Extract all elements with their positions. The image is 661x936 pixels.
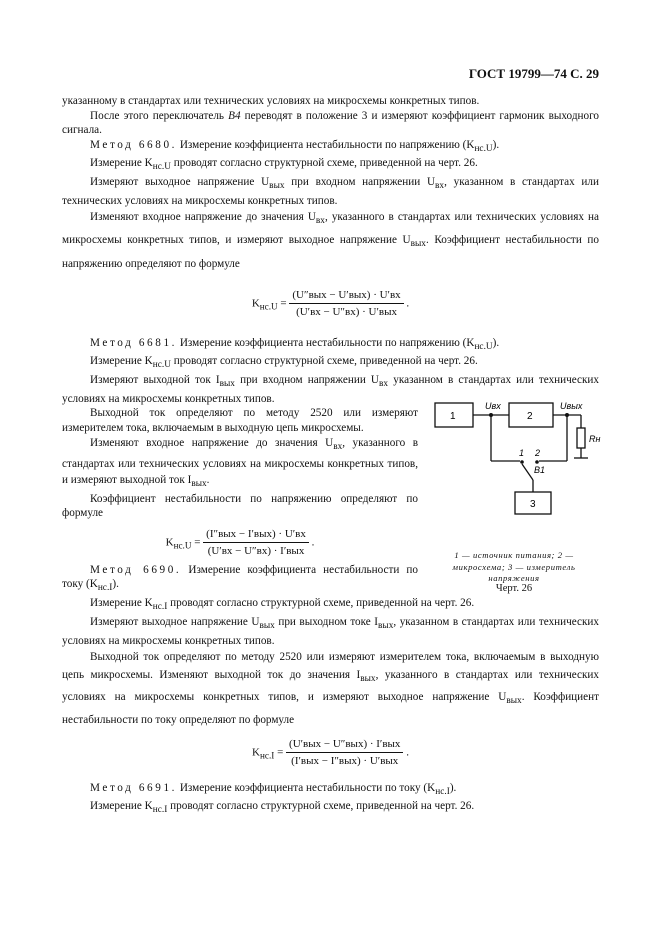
node-input: [489, 413, 493, 417]
switch-contact-1: [520, 460, 524, 464]
switch-pos-label: 1: [519, 448, 525, 458]
block-label: 3: [530, 499, 536, 510]
load-resistor: [577, 428, 585, 448]
block-label: 2: [527, 411, 533, 422]
page-header: ГОСТ 19799—74 С. 29: [468, 66, 599, 81]
circuit-svg: [433, 398, 603, 518]
switch-contact-2: [535, 460, 539, 464]
paragraph: После этого переключатель В4 переводят в положение 3 и измеряют коэффициент гармоник выходного сигнала.: [62, 109, 599, 136]
method-6680-heading: Метод 6680. Измерение коэффициента нестабильности по напряжению $(K_{нс.U})$.: [90, 138, 500, 154]
node-output: [565, 413, 569, 417]
paragraph: Измеряют выходной ток $I_{вых}$ при входном напряжении $U_{вх}$ указанном в стандартах или технических условиях на микросхемы конкретных типов.: [62, 374, 599, 405]
paragraph: Изменяют входное напряжение до значения $U_{вх}$, указанного в стандартах или технических условиях на микросхемы конкретных типов, и измеряют выходное напряжение $U_{вых}$. Коэффициент нестабильности по напряжению определяют по формуле: [62, 211, 599, 270]
switch-label: В1: [534, 465, 546, 475]
figure-number: Черт. 26: [495, 583, 533, 594]
method-6681-heading: Метод 6681. Измерение коэффициента нестабильности по напряжению $(K_{нс.U})$.: [90, 336, 500, 352]
output-voltage-label: Uвых: [560, 401, 583, 411]
formula-3: $K_{нс.I}$ = $\frac{\text{(U′вых − U″вых) · I′вых}}{\text{(I′вых − I″вых) · U′вых}}$ .: [252, 737, 409, 768]
formula-1: $K_{нс.U}$ = $\frac{\text{(U″вых − U′вых) · U′вх}}{\text{(U′вх − U″вх) · U′вых}}$ .: [251, 288, 410, 319]
input-voltage-label: Uвх: [485, 401, 501, 411]
circuit-diagram: [433, 398, 603, 518]
block-label: 1: [450, 411, 456, 422]
paragraph: Измерение $K_{нс.U}$ проводят согласно структурной схеме, приведенной на черт. 26.: [90, 157, 478, 173]
figure-caption: 1 — источник питания; 2 — микросхема; 3 — измеритель напряжения: [452, 550, 576, 583]
paragraph: Измеряют выходное напряжение $U_{вых}$ при выходном токе $I_{вых}$, указанном в стандартах или технических условиях на микросхемы конкретных типов.: [62, 615, 599, 647]
paragraph: Выходной ток определяют по методу 2520 или измеряют измерителем тока, включаемым в выходную цепь микросхемы. Изменяют выходной ток до значения $I_{вых}$, указанного в стандартах или технических условиях на микросхемы конкретных типов, и измеряют выходное напряжение $U_{вых}$. Коэффициент нестабильности по току определяют по формуле: [62, 651, 599, 726]
paragraph: Коэффициент нестабильности по напряжению определяют по формуле: [62, 492, 418, 520]
paragraph: Выходной ток определяют по методу 2520 или измеряют измерителем тока, включаемым в выходную цепь микросхемы.: [62, 407, 418, 434]
paragraph: Измерение $K_{нс.I}$ проводят согласно структурной схеме, приведенной на черт. 26.: [90, 597, 475, 613]
paragraph: указанному в стандартах или технических условиях на микросхемы конкретных типов.: [62, 95, 480, 107]
switch-pos-label: 2: [535, 448, 541, 458]
paragraph: Изменяют входное напряжение до значения $U_{вх}$, указанного в стандартах или технических условиях на микросхемы конкретных типов, и измеряют выходной ток $I_{вых}$.: [62, 437, 419, 489]
load-label: Rн: [589, 434, 601, 444]
method-6691-heading: Метод 6691. Измерение коэффициента нестабильности по току $(K_{нс.I})$.: [90, 781, 457, 797]
method-6690-heading: Метод 6690. Измерение коэффициента нестабильности по току $(K_{нс.I})$.: [62, 563, 419, 594]
paragraph: Измеряют выходное напряжение $U_{вых}$ при входном напряжении $U_{вх}$, указанном в стандартах или технических условиях на микросхемы конкретных типов.: [62, 175, 599, 207]
paragraph: Измерение $K_{нс.U}$ проводят согласно структурной схеме, приведенной на черт. 26.: [90, 355, 478, 371]
paragraph: Измерение $K_{нс.I}$ проводят согласно структурной схеме, приведенной на черт. 26.: [90, 800, 475, 816]
formula-2: $K_{нс.U}$ = $\frac{\text{(I″вых − I′вых) · U′вх}}{\text{(U′вх − U″вх) · I′вых}}$ .: [165, 527, 315, 558]
